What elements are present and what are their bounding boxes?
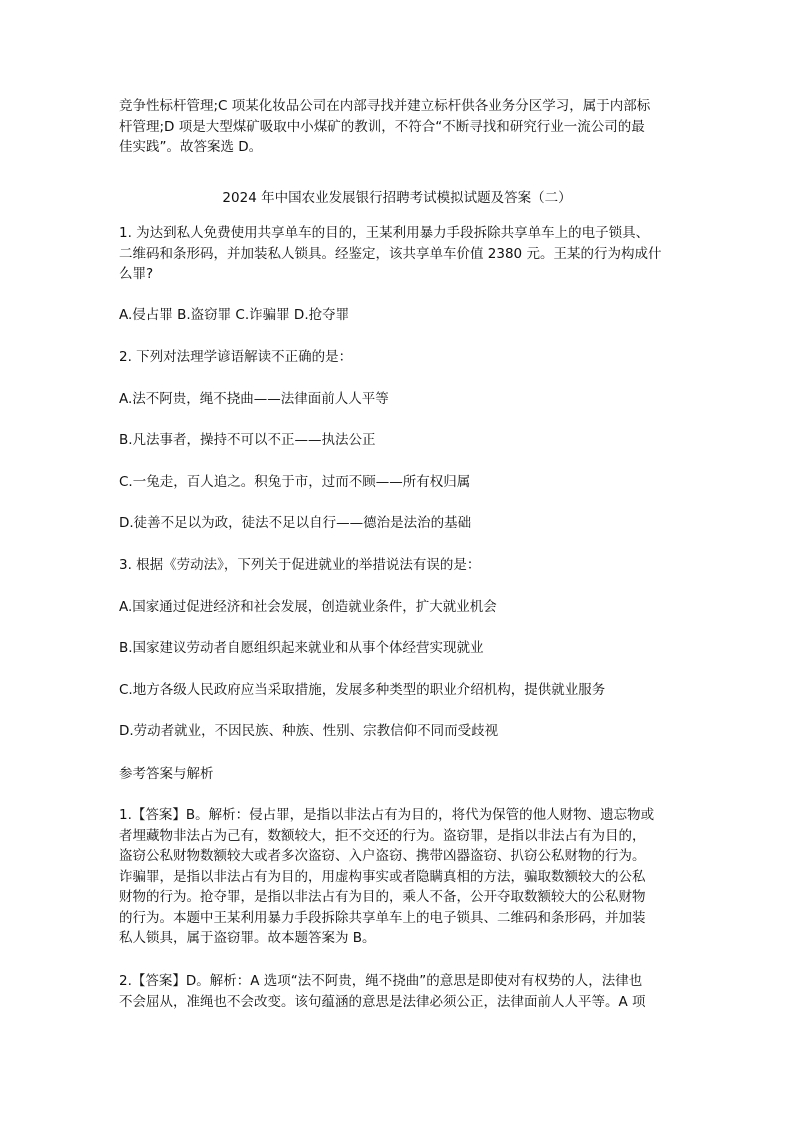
question-1-options: A.侵占罪 B.盗窃罪 C.诈骗罪 D.抢夺罪: [119, 307, 350, 323]
answer-line: 诈骗罪，是指以非法占有为目的，用虚构事实或者隐瞒真相的方法，骗取数额较大的公私: [119, 868, 646, 885]
intro-line: 竞争性标杆管理;C 项某化妆品公司在内部寻找并建立标杆供各业务分区学习，属于内部标: [119, 98, 651, 114]
question-2-option-d: D.徒善不足以为政，徒法不足以自行——德治是法治的基础: [119, 515, 472, 531]
question-3-option-d: D.劳动者就业，不因民族、种族、性别、宗教信仰不同而受歧视: [119, 723, 499, 739]
question-3-option-c: C.地方各级人民政府应当采取措施，发展多种类型的职业介绍机构，提供就业服务: [119, 682, 606, 698]
answer-line: 财物的行为。抢夺罪，是指以非法占有为目的，乘人不备，公开夺取数额较大的公私财物: [119, 889, 646, 905]
answer-line: 1.【答案】B。解析：侵占罪，是指以非法占有为目的，将代为保管的他人财物、遗忘物或: [119, 807, 655, 823]
question-2-option-c: C.一兔走，百人追之。积兔于市，过而不顾——所有权归属: [119, 474, 471, 490]
question-3-option-b: B.国家建议劳动者自愿组织起来就业和从事个体经营实现就业: [119, 640, 484, 656]
question-line: 1. 为达到私人免费使用共享单车的目的，王某利用暴力手段拆除共享单车上的电子锁具、: [119, 225, 650, 241]
question-3-stem: 3. 根据《劳动法》，下列关于促进就业的举措说法有误的是：: [119, 557, 481, 573]
answers-heading: 参考答案与解析: [119, 766, 214, 782]
intro-paragraph: [119, 96, 675, 158]
question-2-stem: 2. 下列对法理学谚语解读不正确的是：: [119, 349, 353, 365]
answer-line: 不会屈从，准绳也不会改变。该句蕴涵的意思是法律必须公正，法律面前人人平等。A 项: [119, 993, 646, 1010]
answer-line: 2.【答案】D。解析：A 选项“法不阿贵，绳不挠曲”的意思是即使对有权势的人，法律也: [119, 973, 643, 989]
section-title: 2024 年中国农业发展银行招聘考试模拟试题及答案（二）: [222, 190, 572, 206]
answer-line: 的行为。本题中王某利用暴力手段拆除共享单车上的电子锁具、二维码和条形码，并加装: [119, 909, 646, 926]
answer-1: [119, 805, 675, 949]
intro-line: 杆管理;D 项是大型煤矿吸取中小煤矿的教训，不符合“不断寻找和研究行业一流公司的最: [119, 118, 645, 135]
question-line: 二维码和条形码，并加装私人锁具。经鉴定，该共享单车价值 2380 元。王某的行为构成什: [119, 245, 662, 262]
question-3-option-a: A.国家通过促进经济和社会发展，创造就业条件，扩大就业机会: [119, 599, 497, 615]
answer-2: [119, 971, 675, 1012]
question-2-option-a: A.法不阿贵，绳不挠曲——法律面前人人平等: [119, 391, 389, 407]
intro-line: 佳实践”。故答案选 D。: [119, 139, 263, 155]
answer-line: 者埋藏物非法占为己有，数额较大，拒不交还的行为。盗窃罪，是指以非法占有为目的，: [119, 827, 646, 844]
question-line: 么罪?: [119, 266, 154, 282]
question-2-option-b: B.凡法事者，操持不可以不正——执法公正: [119, 432, 376, 448]
question-1: [119, 223, 675, 285]
answer-line: 私人锁具，属于盗窃罪。故本题答案为 B。: [119, 930, 376, 946]
answer-line: 盗窃公私财物数额较大或者多次盗窃、入户盗窃、携带凶器盗窃、扒窃公私财物的行为。: [119, 848, 646, 864]
